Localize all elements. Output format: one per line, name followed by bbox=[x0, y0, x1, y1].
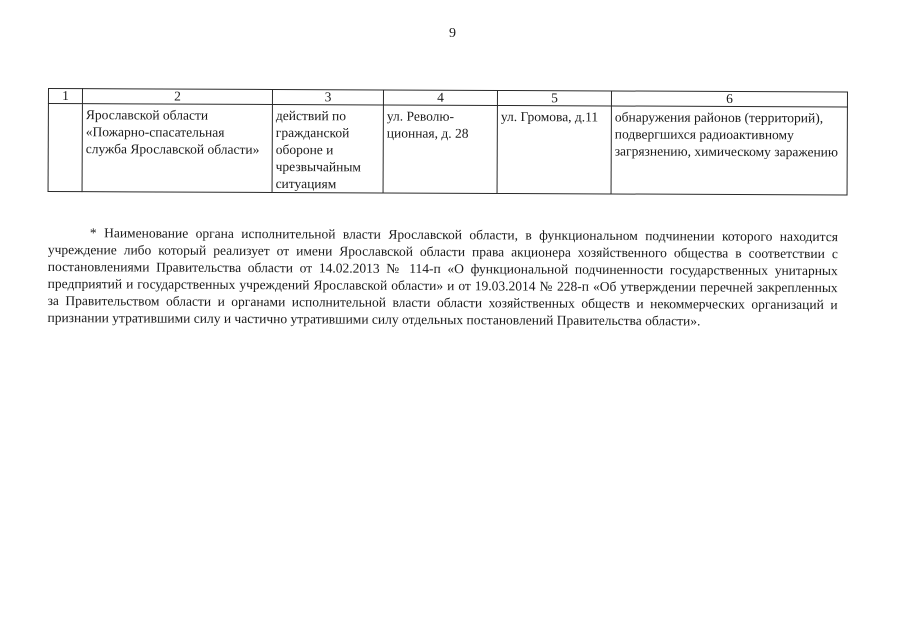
column-number-2: 2 bbox=[82, 89, 272, 105]
data-table bbox=[48, 88, 848, 195]
cell-purpose: обнаружения районов (территорий), подвергшихся радиоактивному загрязнению, химическому заражению bbox=[611, 106, 847, 195]
column-number-1: 1 bbox=[48, 89, 82, 104]
cell-organization-name: Ярославской области «Пожарно-спасательная служба Ярославской области» bbox=[82, 104, 272, 193]
column-number-4: 4 bbox=[383, 90, 497, 105]
page-number: 9 bbox=[449, 26, 456, 41]
footnote: * Наименование органа исполнительной власти Ярославской области, в функциональном подчинении которого находится учреждение либо который реализует от имени Ярославской области права акционера хозяйственного общества в соответствии с постановлениями Правительства области от 14.02.2013 № 114-п «О функциональной подчиненности государственных унитарных предприятий и государственных учреждений Ярославской области» и от 19.03.2014 № 228-п «Об утверждении перечней закрепленных за Правительством области и органами исполнительной власти области хозяйственных обществ и некоммерческих организаций и признании утратившими силу и частично утратившими силу отдельных постановлений Правительства области». bbox=[47, 224, 838, 328]
column-number-5: 5 bbox=[497, 90, 611, 105]
cell-activity: действий по гражданской обороне и чрезвычайным ситуациям bbox=[272, 104, 383, 192]
cell-address-1: ул. Револю-ционная, д. 28 bbox=[383, 105, 497, 193]
column-number-6: 6 bbox=[611, 91, 847, 107]
cell-index bbox=[48, 104, 82, 192]
column-number-3: 3 bbox=[272, 89, 383, 104]
cell-address-2: ул. Громова, д.11 bbox=[497, 105, 611, 193]
table-row bbox=[48, 104, 847, 195]
